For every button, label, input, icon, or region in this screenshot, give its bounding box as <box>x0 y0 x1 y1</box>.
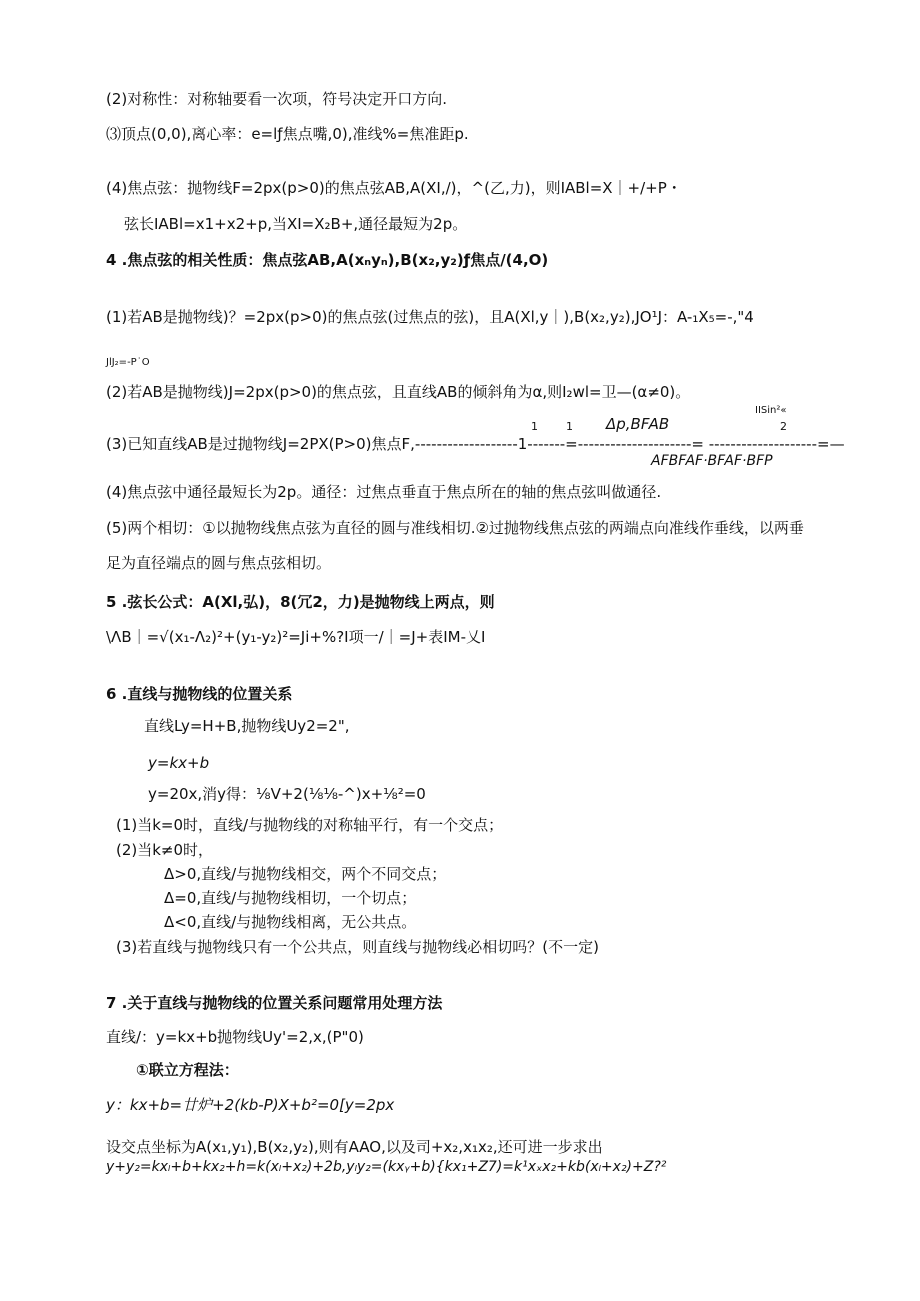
fraction-denominators: AFBFAF·BFAF·BFP <box>651 453 773 469</box>
focal-chord-line: (4)焦点弦：抛物线F=2px(p>0)的焦点弦AB,A(XI,/)，^(乙,力)，则IABl=X｜+/+P・ <box>106 179 682 197</box>
fraction-numerator-5: 2 <box>780 420 787 433</box>
symmetry-line: (2)对称性：对称轴要看一次项，符号决定开口方向. <box>106 90 448 108</box>
fraction-numerator-3: Δp,BFAB <box>606 415 670 433</box>
property-1-continued: JlJ₂=-P˙O <box>106 357 150 368</box>
property-1-line: (1)若AB是抛物线)？=2px(p>0)的焦点弦(过焦点的弦)，且A(Xl,y｜),B(x₂,y₂),JO¹J：A-₁X₅=-,"4 <box>106 308 754 326</box>
method-1-heading: ①联立方程法： <box>136 1061 239 1079</box>
vieta-expansion-line: y+y₂=kxₗ+b+kx₂+h=k(xₗ+x₂)+2b,yₗy₂=(kxᵧ+b){kx₁+Z7)=k¹xₓx₂+kb(xₗ+x₂)+Z?² <box>106 1159 667 1175</box>
system-equation-2: y=20x,消y得：⅛V+2(⅛⅛-^)x+⅛²=0 <box>148 785 426 803</box>
property-4-line: (4)焦点弦中通径最短长为2p。通径：过焦点垂直于焦点所在的轴的焦点弦叫做通径. <box>106 483 662 501</box>
property-5-continued: 足为直径端点的圆与焦点弦相切。 <box>106 554 332 572</box>
section-4-heading: 4 .焦点弦的相关性质：焦点弦AB,A(xₙyₙ),B(x₂,y₂)ƒ焦点/(4,O) <box>106 251 549 269</box>
chord-length-formula: \ΛB｜=√(x₁-Λ₂)²+(y₁-y₂)²=Ji+%?I项一/｜=J+表IM-乂I <box>106 628 486 646</box>
case-2-negative: Δ<0,直线/与抛物线相离，无公共点。 <box>164 913 417 931</box>
combined-equation: y：kx+b=廿炉+2(kb-P)X+b²=0[y=2px <box>106 1096 395 1114</box>
system-equation-1: y=kx+b <box>148 754 210 772</box>
fraction-numerator-1: 1 <box>531 420 538 433</box>
property-2-line: (2)若AB是抛物线)J=2px(p>0)的焦点弦，且直线AB的倾斜角为α,则I₂wl=卫—(α≠0)。 <box>106 383 691 401</box>
case-3-line: (3)若直线与抛物线只有一个公共点，则直线与抛物线必相切吗？(不一定) <box>116 938 599 956</box>
section-5-heading: 5 .弦长公式：A(Xl,弘)，8(冗2，力)是抛物线上两点，则 <box>106 593 495 611</box>
intersection-setup-line: 设交点坐标为A(x₁,y₁),B(x₂,y₂),则有AAO,以及司+x₂,x₁x₂,还可进一步求出 <box>106 1138 603 1156</box>
section-7-heading: 7 .关于直线与抛物线的位置关系问题常用处理方法 <box>106 994 443 1012</box>
case-1-line: (1)当k=0时，直线/与抛物线的对称轴平行，有一个交点； <box>116 816 504 834</box>
line-and-parabola-definition: 直线Ly=H+B,抛物线Uy2=2", <box>144 717 350 735</box>
section-6-heading: 6 .直线与抛物线的位置关系 <box>106 685 293 703</box>
case-2-positive: Δ>0,直线/与抛物线相交，两个不同交点； <box>164 865 447 883</box>
case-2-zero: Δ=0,直线/与抛物线相切，一个切点； <box>164 889 417 907</box>
case-2-line: (2)当k≠0时， <box>116 841 214 859</box>
fraction-numerator-2: 1 <box>566 420 573 433</box>
chord-length-line: 弦长IABl=x1+x2+p,当XI=X₂B+,通径最短为2p。 <box>124 215 468 233</box>
property-5-line: (5)两个相切：①以抛物线焦点弦为直径的圆与准线相切.②过抛物线焦点弦的两端点向准线作垂线，以两垂 <box>106 519 804 537</box>
line-parabola-setup: 直线/：y=kx+b抛物线Uy'=2,x,(P"0) <box>106 1028 364 1046</box>
fraction-numerator-4: IISin²« <box>755 405 787 416</box>
property-3-line: (3)已知直线AB是过抛物线J=2PX(P>0)焦点F,-------------------1-------=---------------------= --------------------=— <box>106 435 845 453</box>
vertex-line: ⑶顶点(0,0),离心率：e=lƒ焦点嘴,0),准线%=焦准距p. <box>106 125 469 143</box>
